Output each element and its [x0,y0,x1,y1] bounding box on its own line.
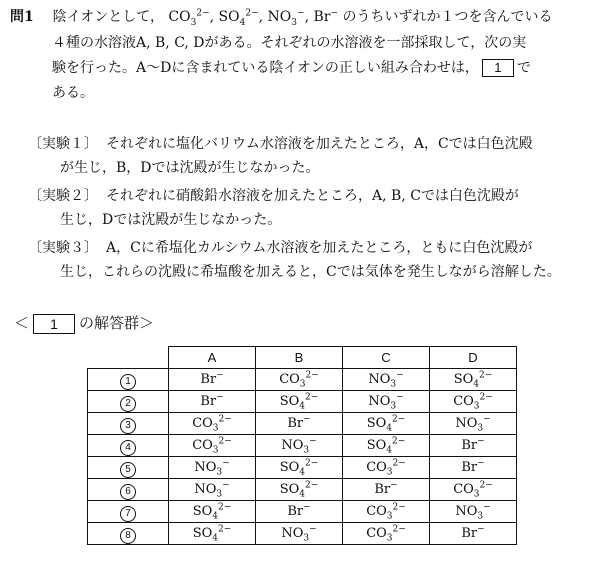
ion-cell: $SO_4^{2-}$ [169,523,256,545]
answer-table [87,346,517,545]
intro-text-end: のうちいずれか１つを含んでいる [342,9,553,25]
ion-cell: Br− [169,369,256,391]
question-line-1 [10,8,552,26]
choice-number-label: 8 [120,528,136,544]
choice-number-label: 4 [120,440,136,456]
choice-number [88,391,169,413]
choice-number [88,369,169,391]
ion-cell: Br− [169,391,256,413]
listed-ion: $CO_3^{2-}$, [168,8,219,28]
ion-cell: $CO_3^{2-}$ [343,501,430,523]
listed-ion: $SO_4^{2-}$, [218,8,268,28]
answer-group-heading [14,314,154,334]
table-row [88,479,517,501]
ion-cell: Br− [430,523,517,545]
ion-cell: $NO_3^-$ [343,391,430,413]
column-header-a: A [169,347,256,369]
ion-cell: $CO_3^{2-}$ [169,413,256,435]
question-label: 問1 [10,9,34,25]
table-row [88,369,517,391]
choice-number [88,523,169,545]
ion-cell: $CO_3^{2-}$ [343,457,430,479]
column-header-c: C [343,347,430,369]
table-row [88,457,517,479]
choice-number [88,457,169,479]
ion-cell: $NO_3^-$ [343,369,430,391]
choice-number-label: 1 [120,374,136,390]
answer-group-number-box: 1 [33,314,75,334]
ion-cell: $SO_4^{2-}$ [256,391,343,413]
ion-cell: $SO_4^{2-}$ [430,369,517,391]
table-row [88,523,517,545]
answer-number-box: 1 [482,59,514,77]
choice-number [88,413,169,435]
table-row [88,435,517,457]
answer-group-label: の解答群＞ [79,314,155,332]
choice-number [88,435,169,457]
experiment-1-text: それぞれに塩化バリウム水溶液を加えたところ，A，Cでは白色沈殿 [106,136,533,152]
ion-cell: Br− [256,413,343,435]
question-line-3 [52,59,531,77]
ion-cell: $NO_3^-$ [256,523,343,545]
experiment-1-label: 〔実験１〕 [28,136,98,152]
table-row [88,501,517,523]
ion-cell: $NO_3^-$ [430,501,517,523]
ion-cell: $CO_3^{2-}$ [430,479,517,501]
choice-number-label: 6 [120,484,136,500]
choice-number-label: 2 [120,396,136,412]
choice-number-label: 5 [120,462,136,478]
ion-cell: $CO_3^{2-}$ [169,435,256,457]
ion-cell: $NO_3^-$ [169,457,256,479]
experiment-3-label: 〔実験３〕 [28,240,98,256]
table-corner [88,347,169,369]
ion-cell: $NO_3^-$ [256,435,343,457]
question-line-3-end: で [516,60,531,76]
intro-text: 陰イオンとして， [52,9,164,25]
ion-cell: Br− [430,435,517,457]
ion-list [168,8,338,28]
experiment-3-text: A，Cに希塩化カルシウム水溶液を加えたところ，ともに白色沈殿が [106,240,533,256]
experiment-2-line-1 [28,187,519,205]
question-line-2: ４種の水溶液A, B, C, Dがある。それぞれの水溶液を一部採取して，次の実 [52,35,527,51]
ion-cell: $SO_4^{2-}$ [343,413,430,435]
column-header-b: B [256,347,343,369]
experiment-2-label: 〔実験２〕 [28,188,98,204]
answer-group-open: ＜ [14,314,30,332]
experiment-3-line-1 [28,239,532,257]
ion-cell: $CO_3^{2-}$ [343,523,430,545]
experiment-2-line-2: 生じ，Dでは沈殿が生じなかった。 [60,212,282,228]
experiment-1-line-1 [28,135,533,153]
table-row [88,413,517,435]
ion-cell: $SO_4^{2-}$ [169,501,256,523]
choice-number-label: 3 [120,418,136,434]
experiment-3-line-2: 生じ，これらの沈殿に希塩酸を加えると，Cでは気体を発生しながら溶解した。 [60,264,561,280]
ion-cell: $SO_4^{2-}$ [256,479,343,501]
listed-ion: $NO_3^-$, [267,8,314,28]
choice-number [88,479,169,501]
ion-cell: Br− [256,501,343,523]
ion-cell: $CO_3^{2-}$ [430,391,517,413]
ion-cell: Br− [343,479,430,501]
experiment-2-text: それぞれに硝酸鉛水溶液を加えたところ，A, B, Cでは白色沈殿が [106,188,519,204]
column-header-d: D [430,347,517,369]
table-header-row [88,347,517,369]
question-line-3-text: 験を行った。A～Dに含まれている陰イオンの正しい組み合わせは， [52,60,479,76]
choice-number [88,501,169,523]
choice-number-label: 7 [120,506,136,522]
table-row [88,391,517,413]
question-line-4: ある。 [52,85,94,101]
ion-cell: Br− [430,457,517,479]
experiment-1-line-2: が生じ，B，Dでは沈殿が生じなかった。 [60,160,320,176]
ion-cell: $NO_3^-$ [430,413,517,435]
ion-cell: $SO_4^{2-}$ [256,457,343,479]
ion-cell: $CO_3^{2-}$ [256,369,343,391]
ion-cell: $NO_3^-$ [169,479,256,501]
listed-ion: Br− [313,8,338,25]
ion-cell: $SO_4^{2-}$ [343,435,430,457]
